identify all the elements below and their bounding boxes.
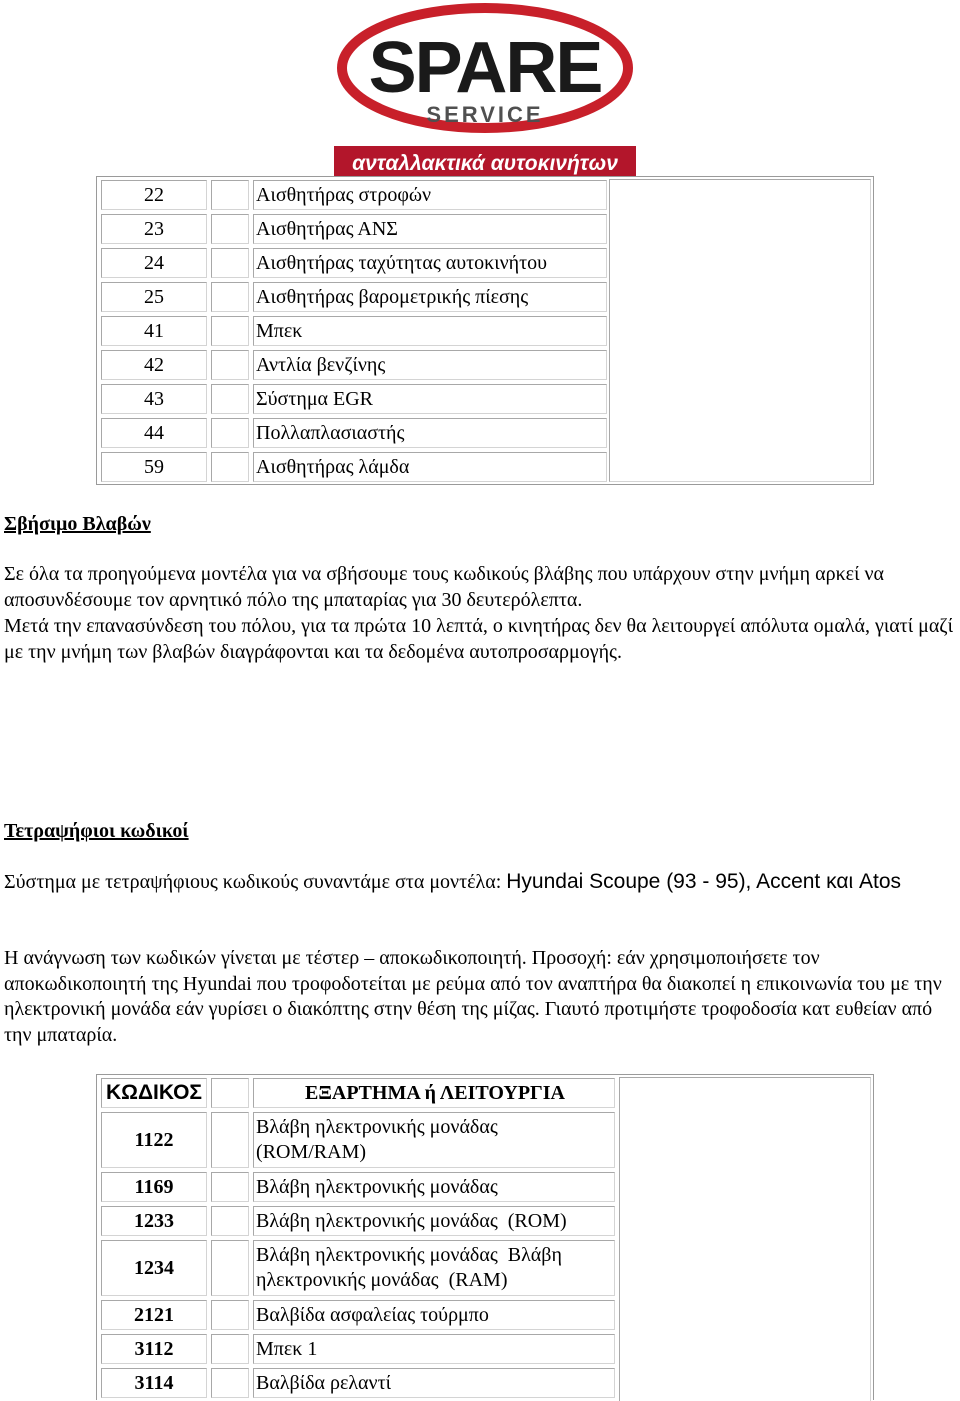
description-cell: Μπεκ <box>253 316 607 346</box>
code-cell: 1234 <box>101 1240 207 1296</box>
code-cell: 44 <box>101 418 207 448</box>
table-row <box>99 1240 617 1296</box>
description-cell: Αντλία βενζίνης <box>253 350 607 380</box>
logo-tagline: ανταλλακτικά αυτοκινήτων <box>352 152 618 175</box>
paragraph-reading-codes: Η ανάγνωση των κωδικών γίνεται με τέστερ – αποκωδικοποιητή. Προσοχή: εάν χρησιμοποιήσετε τον αποκωδικοποιητή της Hyundai που τροφοδοτείται με ρεύμα από τον αναπτήρα θα διακοπεί η επικοινωνία του με την ηλεκτρονική μονάδα εάν γυρίσει ο διακόπτης στην θέση της μίζας. Γιαυτό προτιμήστε τροφοδοσία κατ ευθείαν από την μπαταρία. <box>4 947 942 1046</box>
table-row <box>99 1112 617 1168</box>
paragraph-models <box>4 869 944 896</box>
description-cell: Αισθητήρας λάμδα <box>253 452 607 482</box>
description-cell: Βλάβη ηλεκτρονικής μονάδας Βλάβη ηλεκτρονικής μονάδας (RAM) <box>253 1240 615 1296</box>
code-cell: 3114 <box>101 1368 207 1398</box>
table-row <box>99 180 609 210</box>
description-cell: Βλάβη ηλεκτρονικής μονάδας (ROM/RAM) <box>253 1112 615 1168</box>
description-cell: Πολλαπλασιαστής <box>253 418 607 448</box>
description-cell: Αισθητήρας στροφών <box>253 180 607 210</box>
code-cell: 23 <box>101 214 207 244</box>
description-cell: Σύστημα EGR <box>253 384 607 414</box>
code-cell: 42 <box>101 350 207 380</box>
paragraph-clear-faults: Σε όλα τα προηγούμενα μοντέλα για να σβήσουμε τους κωδικούς βλάβης που υπάρχουν στην μνήμη αρκεί να αποσυνδέσουμε τον αρνητικό πόλο της μπαταρίας για 30 δευτερόλεπτα. <box>4 563 884 611</box>
logo-sub: SERVICE <box>426 102 544 127</box>
table-empty-column <box>619 1077 871 1401</box>
description-cell: Βαλβίδα ασφαλείας τούρμπο <box>253 1300 615 1330</box>
code-cell: 24 <box>101 248 207 278</box>
code-cell: 1122 <box>101 1112 207 1168</box>
code-cell: 2121 <box>101 1300 207 1330</box>
description-cell: Αισθητήρας βαρομετρικής πίεσης <box>253 282 607 312</box>
table-row <box>99 418 609 448</box>
code-cell: 43 <box>101 384 207 414</box>
codes-table-4digit <box>96 1074 874 1400</box>
section-heading-four-digit-codes: Τετραψήφιοι κωδικοί <box>4 820 189 842</box>
table-row <box>99 248 609 278</box>
table-row <box>99 1206 617 1236</box>
code-cell: 1233 <box>101 1206 207 1236</box>
code-cell: 1169 <box>101 1172 207 1202</box>
models-list: Hyundai Scoupe (93 - 95), Accent και Atos <box>506 870 902 893</box>
table-row <box>99 1172 617 1202</box>
description-cell: Βλάβη ηλεκτρονικής μονάδας <box>253 1172 615 1202</box>
code-cell: 3112 <box>101 1334 207 1364</box>
code-cell: 25 <box>101 282 207 312</box>
table-row <box>99 1334 617 1364</box>
code-cell: 41 <box>101 316 207 346</box>
models-lead-text: Σύστημα με τετραψήφιους κωδικούς συναντάμε στα μοντέλα: <box>4 871 507 893</box>
header-code: ΚΩΔΙΚΟΣ <box>101 1078 207 1108</box>
logo-word: SPARE <box>368 28 602 108</box>
paragraph-reconnect-note: Μετά την επανασύνδεση του πόλου, για τα πρώτα 10 λεπτά, ο κινητήρας δεν θα λειτουργεί απόλυτα ομαλά, γιατί μαζί με την μνήμη των βλαβών διαγράφονται και τα δεδομένα αυτοπροσαρμογής. <box>4 615 953 663</box>
code-cell: 59 <box>101 452 207 482</box>
table-row <box>99 214 609 244</box>
table-row <box>99 1368 617 1398</box>
description-cell: Αισθητήρας ταχύτητας αυτοκινήτου <box>253 248 607 278</box>
table-row <box>99 1300 617 1330</box>
table-row <box>99 316 609 346</box>
table-empty-column <box>609 179 871 482</box>
table-header-row <box>99 1078 617 1108</box>
codes-table-2digit <box>96 176 874 485</box>
code-cell: 22 <box>101 180 207 210</box>
table-row <box>99 452 609 482</box>
section-heading-clear-faults: Σβήσιμο Βλαβών <box>4 513 151 535</box>
table-row <box>99 282 609 312</box>
table-row <box>99 350 609 380</box>
description-cell: Μπεκ 1 <box>253 1334 615 1364</box>
table-row <box>99 384 609 414</box>
description-cell: Αισθητήρας ΑΝΣ <box>253 214 607 244</box>
header-description: ΕΞΑΡΤΗΜΑ ή ΛΕΙΤΟΥΡΓΙΑ <box>253 1078 615 1108</box>
spare-service-logo <box>334 2 636 178</box>
description-cell: Βλάβη ηλεκτρονικής μονάδας (ROM) <box>253 1206 615 1236</box>
description-cell: Βαλβίδα ρελαντί <box>253 1368 615 1398</box>
